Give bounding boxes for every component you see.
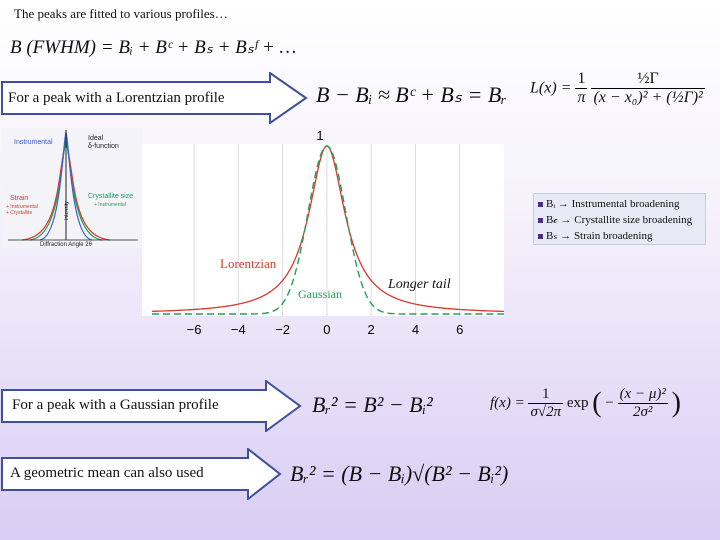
lorentz-gamma: ½Γ bbox=[591, 70, 704, 89]
lorentz-formula-lhs: L(x) = bbox=[530, 79, 572, 97]
inset-intensity-label: Intensity bbox=[64, 201, 70, 220]
bullet-icon bbox=[538, 218, 543, 223]
lorentz-arrow-label: For a peak with a Lorentzian profile bbox=[8, 90, 225, 106]
inset-instrumental-label: Instrumental bbox=[14, 139, 53, 146]
x-tick-label: −2 bbox=[275, 322, 291, 337]
x-tick-labels bbox=[187, 322, 464, 337]
inset-ideal-label: Ideal bbox=[88, 135, 104, 142]
lorentz-den2: (x − x₀)² + (½Γ)² bbox=[593, 89, 703, 106]
gauss-num: 1 bbox=[528, 386, 563, 404]
inset-strain-sub1: + Instrumental bbox=[6, 204, 38, 210]
x-tick-label: 2 bbox=[367, 322, 375, 337]
gauss-paren-left: ( bbox=[592, 387, 602, 419]
lorentz-gauss-plot bbox=[142, 126, 537, 340]
legend-item-strain: Bₛ → Strain broadening bbox=[546, 230, 653, 242]
gauss-relation bbox=[312, 392, 433, 418]
gauss-frac-1 bbox=[528, 386, 563, 421]
peak-height-label: 1 bbox=[316, 128, 324, 143]
gauss-arrow-label: For a peak with a Gaussian profile bbox=[12, 397, 219, 413]
longer-tail-annotation: Longer tail bbox=[388, 277, 451, 292]
gauss-relation-text: Bᵣ² = B² − Bᵢ² bbox=[312, 392, 433, 417]
gauss-curve-label: Gaussian bbox=[298, 287, 342, 301]
fwhm-sum-text: B (FWHM) = Bᵢ + Bᶜ + Bₛ + Bₛᶠ + … bbox=[10, 37, 297, 58]
bullet-icon bbox=[538, 202, 543, 207]
lorentz-den: π bbox=[577, 89, 586, 106]
gauss-exp-den: 2σ² bbox=[633, 404, 653, 420]
inset-crystallite-sub: + Instrumental bbox=[94, 202, 126, 208]
lorentz-relation-text: B − Bᵢ ≈ Bᶜ + Bₛ = Bᵣ bbox=[316, 82, 507, 107]
inset-strain-sub2: + Crystallite bbox=[6, 210, 33, 216]
legend-row-instrumental bbox=[538, 196, 705, 212]
lorentz-curve-label: Lorentzian bbox=[220, 256, 277, 271]
gauss-paren-right: ) bbox=[671, 387, 681, 419]
gauss-frac-2 bbox=[618, 386, 668, 421]
gauss-den: σ√2π bbox=[530, 404, 562, 420]
geo-relation-text: Bᵣ² = (B − Bᵢ)√(B² − Bᵢ²) bbox=[290, 461, 509, 486]
lorentz-relation bbox=[316, 82, 507, 108]
x-tick-label: −4 bbox=[230, 322, 246, 337]
legend-item-crystallite: B𝒸 → Crystallite size broadening bbox=[546, 214, 693, 226]
legend-row-crystallite bbox=[538, 212, 705, 228]
inset-delta-label: δ-function bbox=[88, 143, 119, 150]
geo-arrow-label: A geometric mean can also used bbox=[10, 465, 204, 481]
x-tick-label: −6 bbox=[186, 322, 202, 337]
bullet-icon bbox=[538, 234, 543, 239]
geo-relation bbox=[290, 461, 508, 487]
broadening-inset-diagram bbox=[2, 128, 142, 248]
slide-title: The peaks are fitted to various profiles… bbox=[14, 6, 228, 21]
lorentz-num: 1 bbox=[575, 70, 587, 89]
inset-crystallite-label: Crystallite size bbox=[88, 193, 134, 200]
legend-item-instrumental: Bᵢ → Instrumental broadening bbox=[546, 198, 680, 210]
legend-row-strain bbox=[538, 228, 705, 244]
x-tick-label: 4 bbox=[411, 322, 420, 337]
x-tick-label: 0 bbox=[323, 322, 331, 337]
lorentz-frac-1 bbox=[575, 70, 587, 107]
gauss-exp-num: (x − μ)² bbox=[619, 386, 666, 402]
inset-xaxis-label: Diffraction Angle 2θ bbox=[40, 242, 92, 248]
lorentz-frac-2 bbox=[591, 70, 704, 107]
gauss-exp-label: exp bbox=[566, 395, 589, 411]
broadening-legend bbox=[533, 193, 706, 245]
fwhm-sum-equation bbox=[10, 36, 296, 59]
gauss-formula-lhs: f(x) = bbox=[490, 395, 525, 411]
gauss-minus: − bbox=[605, 395, 614, 411]
lorentz-formula bbox=[530, 70, 705, 107]
inset-strain-label: Strain bbox=[10, 195, 29, 202]
gauss-formula bbox=[490, 386, 681, 421]
x-tick-label: 6 bbox=[456, 322, 464, 337]
